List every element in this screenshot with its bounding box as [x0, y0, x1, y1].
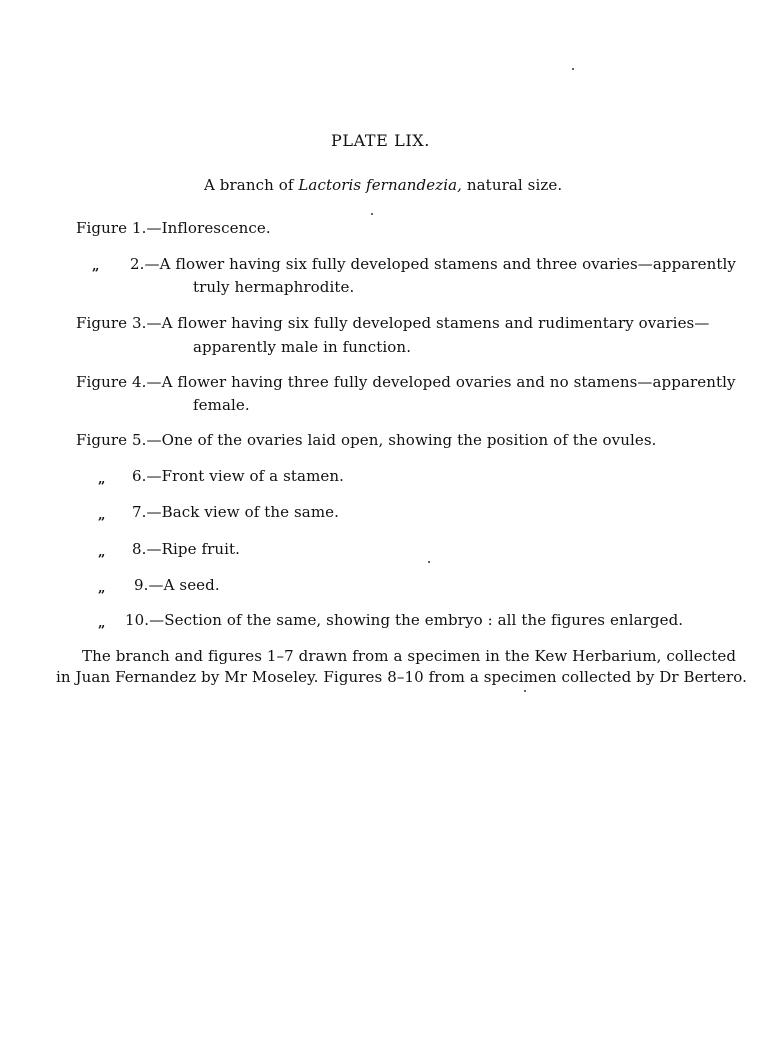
figure-6-caption: 6.—Front view of a stamen. [132, 467, 344, 485]
figure-4-caption: Figure 4.—A flower having three fully developed ovaries and no stamens—apparently [76, 373, 736, 391]
figure-1-caption: Figure 1.—Inflorescence. [76, 219, 271, 237]
subtitle-before: A branch of [204, 176, 299, 194]
scan-speck [428, 561, 430, 563]
source-note-line-1: The branch and figures 1–7 drawn from a specimen in the Kew Herbarium, collected [82, 647, 737, 665]
ditto-mark: „ [98, 472, 106, 487]
ditto-mark: „ [98, 545, 106, 560]
ditto-mark: „ [98, 581, 106, 596]
ditto-mark: „ [92, 259, 100, 274]
plate-subtitle [204, 175, 562, 195]
scan-speck [572, 68, 574, 70]
subtitle-after: natural size. [462, 176, 563, 194]
scan-speck [371, 213, 373, 215]
figure-3-caption: Figure 3.—A flower having six fully developed stamens and rudimentary ovaries— [76, 314, 710, 332]
figure-5-caption: Figure 5.—One of the ovaries laid open, showing the position of the ovules. [76, 431, 657, 449]
figure-7-caption: 7.—Back view of the same. [132, 503, 339, 521]
figure-2-caption: 2.—A flower having six fully developed stamens and three ovaries—apparently [130, 255, 736, 273]
scan-speck [524, 690, 526, 692]
source-note-line-2: in Juan Fernandez by Mr Moseley. Figures 8–10 from a specimen collected by Dr Bertero. [56, 668, 748, 686]
figure-2-caption-cont: truly hermaphrodite. [193, 278, 355, 296]
figure-3-caption-cont: apparently male in function. [193, 338, 412, 356]
figure-9-caption: 9.—A seed. [134, 576, 220, 594]
figure-10-caption: 10.—Section of the same, showing the embryo : all the figures enlarged. [125, 611, 684, 629]
figure-4-caption-cont: female. [193, 396, 250, 414]
ditto-mark: „ [98, 508, 106, 523]
species-name: Lactoris fernandezia, [298, 176, 463, 194]
ditto-mark: „ [98, 616, 106, 631]
figure-8-caption: 8.—Ripe fruit. [132, 540, 241, 558]
plate-title: PLATE LIX. [331, 131, 430, 150]
